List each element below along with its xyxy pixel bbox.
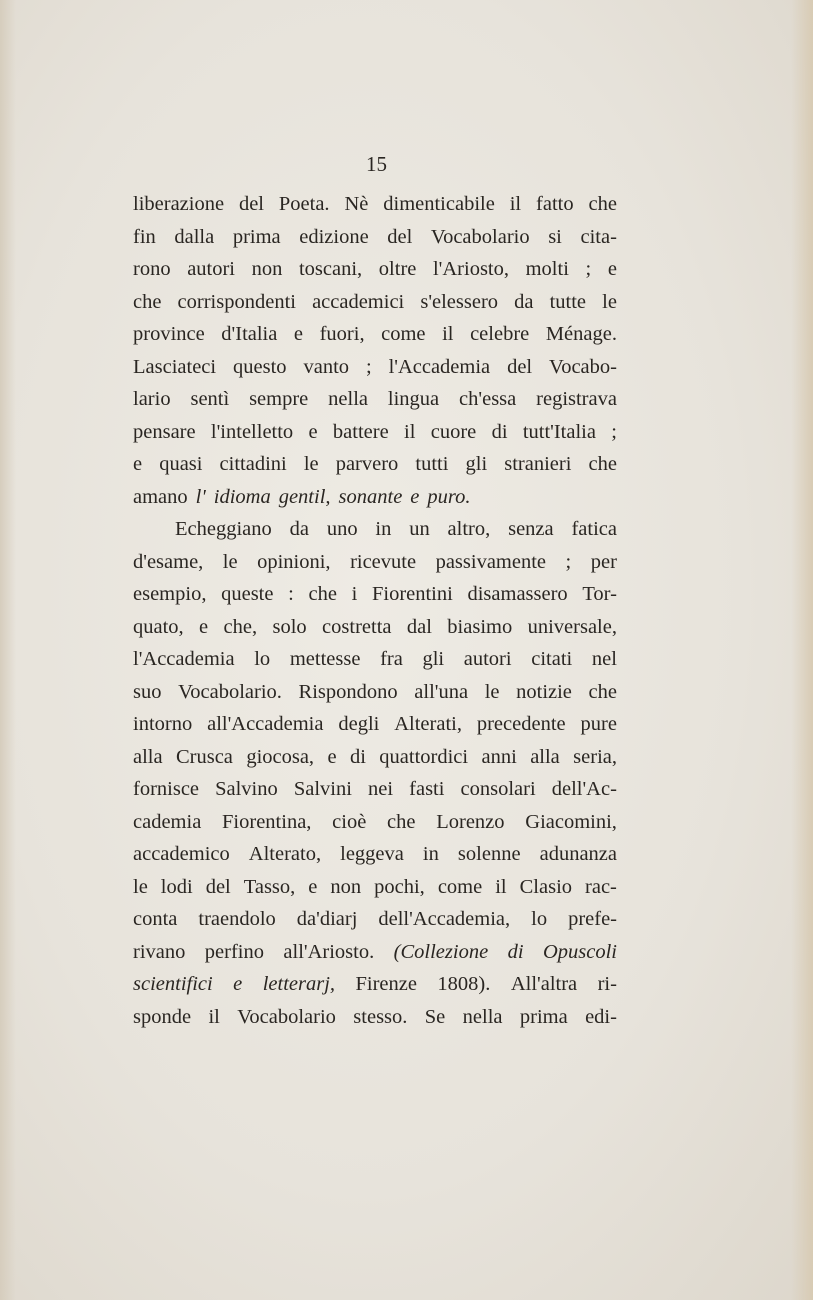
- word: Lasciateci: [133, 355, 217, 378]
- page-right-edge: [791, 0, 813, 1300]
- word: un: [409, 518, 430, 540]
- word: questo: [233, 355, 287, 378]
- word: che: [588, 193, 617, 215]
- word: pure: [580, 713, 617, 735]
- word: altro,: [447, 518, 491, 540]
- text-line: [133, 838, 617, 871]
- word: liberazione: [133, 193, 225, 215]
- word: ricevute: [350, 550, 417, 573]
- word: Tor-: [582, 583, 617, 605]
- word: da: [514, 290, 534, 313]
- text-line: [133, 188, 617, 221]
- word: prefe-: [568, 908, 617, 930]
- word: quasi: [159, 453, 203, 475]
- word: esempio,: [133, 583, 207, 605]
- text-line: [133, 318, 617, 351]
- word: precedente: [476, 713, 566, 735]
- word: Echeggiano: [175, 518, 272, 540]
- word: ;: [565, 550, 572, 573]
- word: Salvini: [293, 778, 352, 800]
- word: che,: [223, 615, 258, 638]
- word: toscani,: [298, 258, 363, 280]
- word: sonante: [338, 485, 403, 508]
- body-text: [133, 188, 617, 1033]
- word: il: [404, 420, 416, 443]
- word: tutte: [549, 290, 587, 313]
- word: quato,: [133, 615, 184, 638]
- word: puro.: [427, 485, 471, 508]
- word: stranieri: [504, 453, 572, 475]
- word: da: [289, 518, 309, 540]
- word: Nè: [344, 193, 369, 215]
- word: (Collezione: [393, 940, 489, 963]
- word: 1808).: [437, 973, 491, 995]
- word: lo: [254, 648, 271, 670]
- word: Crusca: [175, 745, 233, 768]
- word: cita-: [580, 225, 617, 248]
- word: del: [205, 875, 231, 898]
- word: d'esame,: [133, 550, 204, 573]
- word: lodi: [160, 875, 193, 898]
- word: Salvino: [215, 778, 278, 800]
- word: notizie: [516, 680, 572, 703]
- word: dell'Ac-: [551, 778, 617, 800]
- word: che: [133, 290, 162, 313]
- word: anni: [481, 745, 517, 768]
- word: nel: [591, 648, 617, 670]
- word: leggeva: [340, 843, 404, 865]
- word: edi-: [585, 1005, 617, 1028]
- word: gli: [422, 648, 445, 670]
- word: solenne: [457, 843, 521, 865]
- word: alla: [530, 745, 560, 768]
- word: prima: [519, 1005, 568, 1028]
- word: del: [507, 355, 533, 378]
- word: adunanza: [539, 843, 617, 865]
- word: letterarj,: [262, 973, 336, 995]
- word: nei: [368, 778, 394, 800]
- word: e: [327, 745, 337, 768]
- word: che: [308, 583, 337, 605]
- word: dimenticabile: [383, 193, 495, 215]
- word: autori: [463, 648, 512, 670]
- word: non: [251, 258, 283, 280]
- word: di: [491, 420, 508, 443]
- word: cittadini: [219, 453, 287, 475]
- word: non: [330, 875, 362, 898]
- word: Alterati,: [394, 713, 462, 735]
- word: biasimo: [447, 615, 513, 638]
- word: Tasso,: [243, 875, 296, 898]
- word: Vocabolario: [430, 225, 530, 248]
- word: fin: [133, 225, 156, 248]
- word: da'diarj: [296, 908, 358, 930]
- word: sentì: [190, 388, 230, 410]
- word: nella: [462, 1005, 503, 1028]
- text-line: [133, 741, 617, 774]
- word: il: [442, 323, 454, 345]
- word: idioma: [213, 485, 271, 508]
- word: si: [548, 225, 562, 248]
- word: ;: [611, 420, 617, 443]
- word: fasti: [409, 778, 445, 800]
- word: quattordici: [379, 745, 469, 768]
- word: l'intelletto: [210, 420, 294, 443]
- word: rivano: [133, 940, 186, 963]
- word: pensare: [133, 420, 196, 443]
- word: All'altra: [510, 973, 578, 995]
- word: e: [199, 615, 209, 638]
- word: cuore: [430, 420, 477, 443]
- word: scientifici: [133, 973, 213, 995]
- word: nella: [328, 388, 369, 410]
- word: ;: [585, 258, 592, 280]
- word: e: [233, 973, 243, 995]
- word: l'Ariosto,: [432, 258, 509, 280]
- word: solo: [272, 615, 307, 638]
- text-line: [133, 416, 617, 449]
- word: l'Accademia: [133, 648, 235, 670]
- word: stesso.: [353, 1005, 408, 1028]
- word: e: [607, 258, 617, 280]
- word: Se: [424, 1005, 446, 1028]
- word: consolari: [460, 778, 536, 800]
- word: gli: [465, 453, 488, 475]
- word: senza: [508, 518, 554, 540]
- text-line: [133, 708, 617, 741]
- text-line: [133, 546, 617, 579]
- word: pochi,: [374, 875, 425, 898]
- word: Firenze: [355, 973, 417, 995]
- word: conta: [133, 908, 178, 930]
- word: lario: [133, 388, 171, 410]
- word: sempre: [249, 388, 309, 410]
- word: Rispondono: [298, 680, 398, 703]
- word: fuori,: [319, 323, 365, 345]
- text-line: [133, 806, 617, 839]
- word: amano: [133, 485, 188, 508]
- word: per: [590, 550, 617, 573]
- word: degli: [338, 713, 380, 735]
- word: :: [288, 583, 294, 605]
- word: Vocabolario.: [178, 680, 282, 703]
- text-line: [133, 253, 617, 286]
- word: Alterato,: [248, 843, 322, 865]
- word: battere: [332, 420, 389, 443]
- text-line: [133, 578, 617, 611]
- word: Poeta.: [278, 193, 330, 215]
- word: Fiorentini: [371, 583, 453, 605]
- word: edizione: [299, 225, 369, 248]
- word: i: [351, 583, 358, 605]
- word: ri-: [597, 973, 617, 995]
- word: tutt'Italia: [522, 420, 596, 443]
- word: costretta: [322, 615, 392, 638]
- word: in: [375, 518, 392, 540]
- word: parvero: [335, 453, 399, 475]
- word: dell'Accademia,: [378, 908, 511, 930]
- word: ;: [365, 355, 372, 378]
- word: e: [133, 453, 143, 475]
- word: l': [195, 485, 206, 508]
- word: Clasio: [519, 875, 573, 898]
- text-line: [133, 903, 617, 936]
- word: che: [387, 810, 416, 833]
- word: passivamente: [435, 550, 547, 573]
- word: mettesse: [289, 648, 361, 670]
- word: ch'essa: [459, 388, 517, 410]
- word: e: [410, 485, 420, 508]
- word: fatica: [571, 518, 617, 540]
- word: dal: [406, 615, 432, 638]
- word: giocosa,: [246, 745, 315, 768]
- word: Opuscoli: [542, 940, 617, 963]
- word: cioè: [332, 810, 367, 833]
- word: e: [293, 323, 304, 345]
- text-line: [133, 611, 617, 644]
- word: le: [484, 680, 500, 703]
- word: Fiorentina,: [222, 810, 312, 833]
- text-line: [133, 221, 617, 254]
- word: le: [602, 290, 617, 313]
- word: Lorenzo: [436, 810, 505, 833]
- text-line: [133, 481, 617, 514]
- text-line: [133, 968, 617, 1001]
- text-line: [133, 513, 617, 546]
- word: seria,: [573, 745, 617, 768]
- word: lingua: [387, 388, 440, 410]
- word: all'Accademia: [207, 713, 324, 735]
- word: intorno: [133, 713, 193, 735]
- word: il: [509, 193, 522, 215]
- word: di: [507, 940, 524, 963]
- word: del: [238, 193, 264, 215]
- word: fornisce: [133, 778, 200, 800]
- word: sponde: [133, 1005, 192, 1028]
- word: gentil,: [278, 485, 331, 508]
- word: corrispondenti: [177, 290, 296, 313]
- word: fatto: [536, 193, 574, 215]
- word: l'Accademia: [388, 355, 491, 378]
- word: rono: [133, 258, 171, 280]
- text-line: [133, 286, 617, 319]
- word: prima: [232, 225, 281, 248]
- text-line: [133, 1001, 617, 1034]
- text-line: [133, 773, 617, 806]
- word: il: [495, 875, 507, 898]
- word: del: [387, 225, 413, 248]
- word: all'Ariosto.: [283, 940, 375, 963]
- word: il: [208, 1005, 220, 1028]
- word: Ménage.: [545, 323, 617, 345]
- word: in: [422, 843, 439, 865]
- word: perfino: [204, 940, 264, 963]
- word: s'elessero: [420, 290, 499, 313]
- text-line: [133, 351, 617, 384]
- text-line: [133, 871, 617, 904]
- word: citati: [531, 648, 573, 670]
- word: come: [381, 323, 426, 345]
- word: che: [588, 680, 617, 703]
- page-left-edge: [0, 0, 16, 1300]
- word: Vocabolario: [237, 1005, 336, 1028]
- word: universale,: [527, 615, 617, 638]
- word: alla: [133, 745, 163, 768]
- word: d'Italia: [221, 323, 278, 345]
- word: cademia: [133, 810, 202, 833]
- word: fra: [380, 648, 403, 670]
- word: come: [437, 875, 483, 898]
- word: opinioni,: [257, 550, 331, 573]
- text-line: [133, 383, 617, 416]
- word: le: [303, 453, 319, 475]
- word: Giacomini,: [525, 810, 617, 833]
- word: vanto: [303, 355, 350, 378]
- word: autori: [187, 258, 236, 280]
- word: oltre: [378, 258, 417, 280]
- word: le: [133, 875, 148, 898]
- word: queste: [221, 583, 274, 605]
- text-line: [133, 936, 617, 969]
- text-line: [133, 643, 617, 676]
- word: lo: [531, 908, 548, 930]
- text-line: [133, 448, 617, 481]
- word: all'una: [414, 680, 469, 703]
- word: uno: [326, 518, 358, 540]
- page-number: 15: [366, 152, 387, 176]
- word: rac-: [585, 875, 617, 898]
- word: e: [308, 875, 318, 898]
- word: celebre: [470, 323, 530, 345]
- text-line: [133, 676, 617, 709]
- word: suo: [133, 680, 162, 703]
- word: le: [222, 550, 238, 573]
- word: e: [308, 420, 318, 443]
- word: molti: [525, 258, 569, 280]
- word: tutti: [415, 453, 449, 475]
- word: dalla: [174, 225, 215, 248]
- word: province: [133, 323, 205, 345]
- word: accademici: [312, 290, 405, 313]
- word: traendolo: [198, 908, 276, 930]
- word: Vocabo-: [549, 355, 617, 378]
- word: registrava: [536, 388, 617, 410]
- word: di: [349, 745, 366, 768]
- word: che: [588, 453, 617, 475]
- word: disamassero: [467, 583, 568, 605]
- word: accademico: [133, 843, 230, 865]
